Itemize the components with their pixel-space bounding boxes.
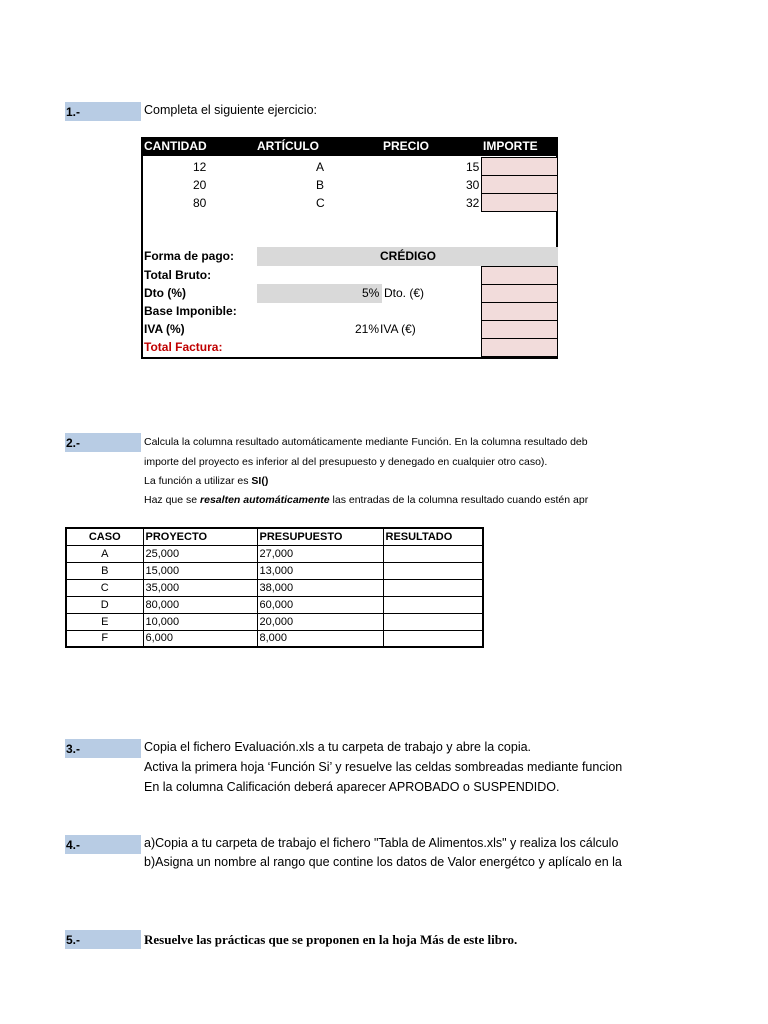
importe-input-cell[interactable] xyxy=(481,157,558,176)
exercise-2-line-4-post: las entradas de la columna resultado cuando estén apr xyxy=(329,494,589,506)
exercise-number-4: 4.- xyxy=(65,835,141,854)
dto-value: 5% xyxy=(362,286,380,300)
caso-cell: D xyxy=(66,596,143,613)
cantidad-cell: 12 xyxy=(193,160,207,174)
dto-euro-label: Dto. (€) xyxy=(384,286,425,300)
precio-cell: 32 xyxy=(466,196,480,210)
exercise-2-line-4-pre: Haz que se xyxy=(144,494,201,506)
exercise-3-line-1: Copia el fichero Evaluación.xls a tu carpeta de trabajo y abre la copia. xyxy=(144,740,532,754)
table-row xyxy=(66,545,483,562)
invoice-table xyxy=(141,137,558,359)
proyecto-cell: 6,000 xyxy=(143,630,257,647)
proyecto-cell: 10,000 xyxy=(143,613,257,630)
resultado-cell[interactable] xyxy=(383,630,483,647)
exercise-2-line-4 xyxy=(144,494,636,506)
exercise-number-1: 1.- xyxy=(65,102,141,121)
caso-cell: A xyxy=(66,545,143,562)
function-name: SI() xyxy=(251,475,269,487)
proyecto-cell: 80,000 xyxy=(143,596,257,613)
iva-euro-label: IVA (€) xyxy=(380,322,416,336)
cantidad-cell: 80 xyxy=(193,196,207,210)
exercise-2-emphasis: resalten automáticamente xyxy=(200,494,330,506)
precio-cell: 30 xyxy=(466,178,480,192)
header-proyecto: PROYECTO xyxy=(143,528,257,545)
iva-euro-input-cell[interactable] xyxy=(481,320,558,339)
exercise-4-line-1: a)Copia a tu carpeta de trabajo el fichero "Tabla de Alimentos.xls" y realiza los cálculo xyxy=(144,836,619,850)
importe-input-cell[interactable] xyxy=(481,175,558,194)
table-header-row xyxy=(66,528,483,545)
header-articulo: ARTÍCULO xyxy=(257,139,319,153)
caso-cell: E xyxy=(66,613,143,630)
precio-cell: 15 xyxy=(466,160,480,174)
base-imponible-input-cell[interactable] xyxy=(481,302,558,321)
presupuesto-cell: 38,000 xyxy=(257,579,383,596)
exercise-3-line-3: En la columna Calificación deberá aparecer APROBADO o SUSPENDIDO. xyxy=(144,780,560,794)
header-precio: PRECIO xyxy=(383,139,430,153)
resultado-cell[interactable] xyxy=(383,562,483,579)
header-cantidad: CANTIDAD xyxy=(144,139,207,153)
invoice-header-row xyxy=(143,137,556,156)
exercise-number-3: 3.- xyxy=(65,739,141,758)
total-factura-label: Total Factura: xyxy=(144,340,223,354)
dto-euro-input-cell[interactable] xyxy=(481,284,558,303)
presupuesto-cell: 8,000 xyxy=(257,630,383,647)
total-bruto-label: Total Bruto: xyxy=(144,268,212,282)
table-row xyxy=(66,596,483,613)
table-row xyxy=(66,613,483,630)
header-caso: CASO xyxy=(66,528,143,545)
exercise-3-line-2: Activa la primera hoja ‘Función Si’ y resuelve las celdas sombreadas mediante funcion xyxy=(144,760,623,774)
exercise-5-line-1: Resuelve las prácticas que se proponen en la hoja Más de este libro. xyxy=(144,932,518,947)
resultado-cell[interactable] xyxy=(383,596,483,613)
articulo-cell: A xyxy=(316,160,325,174)
presupuesto-cell: 13,000 xyxy=(257,562,383,579)
resultado-cell[interactable] xyxy=(383,579,483,596)
forma-pago-value: CRÉDIGO xyxy=(380,249,437,263)
iva-value: 21% xyxy=(355,322,380,336)
articulo-cell: C xyxy=(316,196,325,210)
proyecto-cell: 15,000 xyxy=(143,562,257,579)
iva-label: IVA (%) xyxy=(144,322,185,336)
articulo-cell: B xyxy=(316,178,325,192)
dto-label: Dto (%) xyxy=(144,286,186,300)
caso-cell: C xyxy=(66,579,143,596)
presupuesto-cell: 60,000 xyxy=(257,596,383,613)
total-bruto-input-cell[interactable] xyxy=(481,266,558,285)
forma-pago-label: Forma de pago: xyxy=(144,249,235,263)
exercise-number-2: 2.- xyxy=(65,433,141,452)
resultado-cell[interactable] xyxy=(383,613,483,630)
exercise-1-instruction: Completa el siguiente ejercicio: xyxy=(144,103,318,117)
resultado-cell[interactable] xyxy=(383,545,483,562)
exercise-number-5: 5.- xyxy=(65,930,141,949)
exercise-2-line-1: Calcula la columna resultado automáticamente mediante Función. En la columna resultado deb xyxy=(144,436,588,448)
presupuesto-cell: 20,000 xyxy=(257,613,383,630)
total-factura-input-cell[interactable] xyxy=(481,338,558,357)
proyecto-cell: 25,000 xyxy=(143,545,257,562)
project-table xyxy=(65,527,484,648)
exercise-2-line-3 xyxy=(144,475,268,487)
cantidad-cell: 20 xyxy=(193,178,207,192)
table-row xyxy=(66,579,483,596)
caso-cell: B xyxy=(66,562,143,579)
base-imponible-label: Base Imponible: xyxy=(144,304,237,318)
header-importe: IMPORTE xyxy=(483,139,538,153)
header-resultado: RESULTADO xyxy=(383,528,483,545)
exercise-4-line-2: b)Asigna un nombre al rango que contine los datos de Valor energétco y aplícalo en la xyxy=(144,855,622,869)
exercise-2-line-3-text: La función a utilizar es xyxy=(144,475,252,487)
proyecto-cell: 35,000 xyxy=(143,579,257,596)
header-presupuesto: PRESUPUESTO xyxy=(257,528,383,545)
table-row xyxy=(66,630,483,647)
presupuesto-cell: 27,000 xyxy=(257,545,383,562)
importe-input-cell[interactable] xyxy=(481,193,558,212)
caso-cell: F xyxy=(66,630,143,647)
table-row xyxy=(66,562,483,579)
exercise-2-line-2: importe del proyecto es inferior al del presupuesto y denegado en cualquier otro caso). xyxy=(144,456,548,468)
